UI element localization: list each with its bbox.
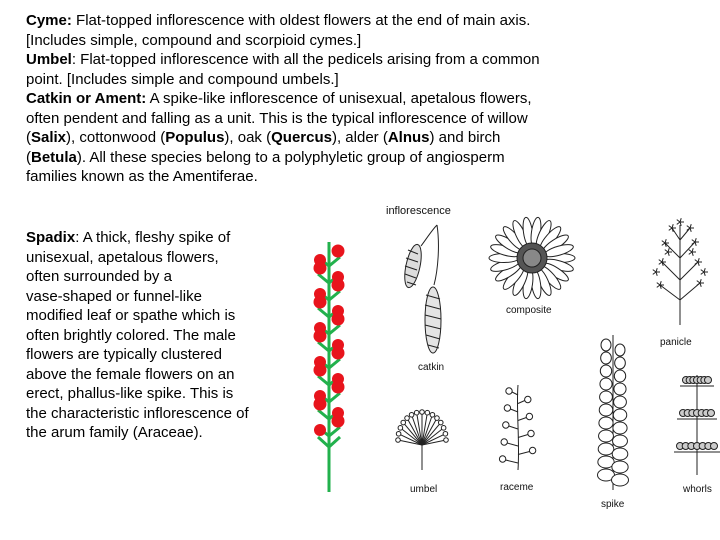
caption-spike: spike xyxy=(601,499,625,510)
spadix-flower xyxy=(332,279,345,292)
caption-raceme: raceme xyxy=(500,482,534,493)
spadix-flower xyxy=(314,296,327,309)
caption-umbel: umbel xyxy=(410,484,438,495)
spadix-body: : A thick, fleshy spike of unisexual, apetalous flowers, often surrounded by a vase-shaped or funnel-like modified leaf or spathe which is often brightly colored. The male flowers are typically clustered above the female flowers on an erect, phallus-like spike. This is the characteristic inflorescence of the arum family (Araceae). xyxy=(26,229,249,441)
spadix-flower xyxy=(332,245,345,258)
umbel-body: : Flat-topped inflorescence with all the pedicels arising from a common point. [Includes simple and compound umbels.] xyxy=(26,51,540,88)
catkin-body-2: ), cottonwood ( xyxy=(66,129,166,146)
composite-drawing xyxy=(489,217,575,299)
term-umbel: Umbel xyxy=(26,51,72,68)
umbel-drawing xyxy=(396,410,449,470)
raceme-drawing xyxy=(499,385,535,470)
spadix-flower xyxy=(314,262,327,275)
spadix-illustration xyxy=(314,242,345,492)
catkin-body-3: ), oak ( xyxy=(224,129,272,146)
spadix-flower xyxy=(332,415,345,428)
caption-catkin: catkin xyxy=(418,362,445,373)
term-cyme: Cyme: xyxy=(26,12,72,29)
catkin-body-4: ), alder ( xyxy=(331,129,388,146)
caption-composite: composite xyxy=(506,305,552,316)
whorls-drawing xyxy=(674,375,720,475)
cyme-body: Flat-topped inflorescence with oldest flowers at the end of main axis. [Includes simple, compound and scorpioid cymes.] xyxy=(26,12,531,49)
term-spadix: Spadix xyxy=(26,229,76,246)
catkin-body-5: ) and birch ( xyxy=(26,129,501,166)
spadix-flower xyxy=(314,424,326,436)
caption-whorls: whorls xyxy=(683,484,712,495)
catkin-body-1: A spike-like inflorescence of unisexual, apetalous flowers, often pendent and falling as a unit. This is the typical inflorescence of willow ( xyxy=(26,90,532,146)
panicle-drawing xyxy=(653,218,708,325)
spadix-flower xyxy=(332,313,345,326)
genus-quercus: Quercus xyxy=(271,129,332,146)
spadix-flower xyxy=(314,330,327,343)
genus-betula: Betula xyxy=(31,148,77,166)
spike-drawing xyxy=(598,335,629,490)
spadix-flower xyxy=(314,398,327,411)
spadix-flower xyxy=(332,347,345,360)
term-catkin: Catkin or Ament: xyxy=(26,90,147,107)
catkin-body-6: ). All these species belong to a polyphyletic group of angiosperm families known as the Amentiferae. xyxy=(26,148,505,185)
spadix-flower xyxy=(314,364,327,377)
genus-salix: Salix xyxy=(31,129,67,146)
genus-populus: Populus xyxy=(165,129,225,146)
caption-panicle: panicle xyxy=(660,337,692,348)
spadix-flower xyxy=(332,381,345,394)
genus-alnus: Alnus xyxy=(387,129,430,146)
figure-title: inflorescence xyxy=(386,205,451,217)
catkin-drawing xyxy=(402,225,441,353)
